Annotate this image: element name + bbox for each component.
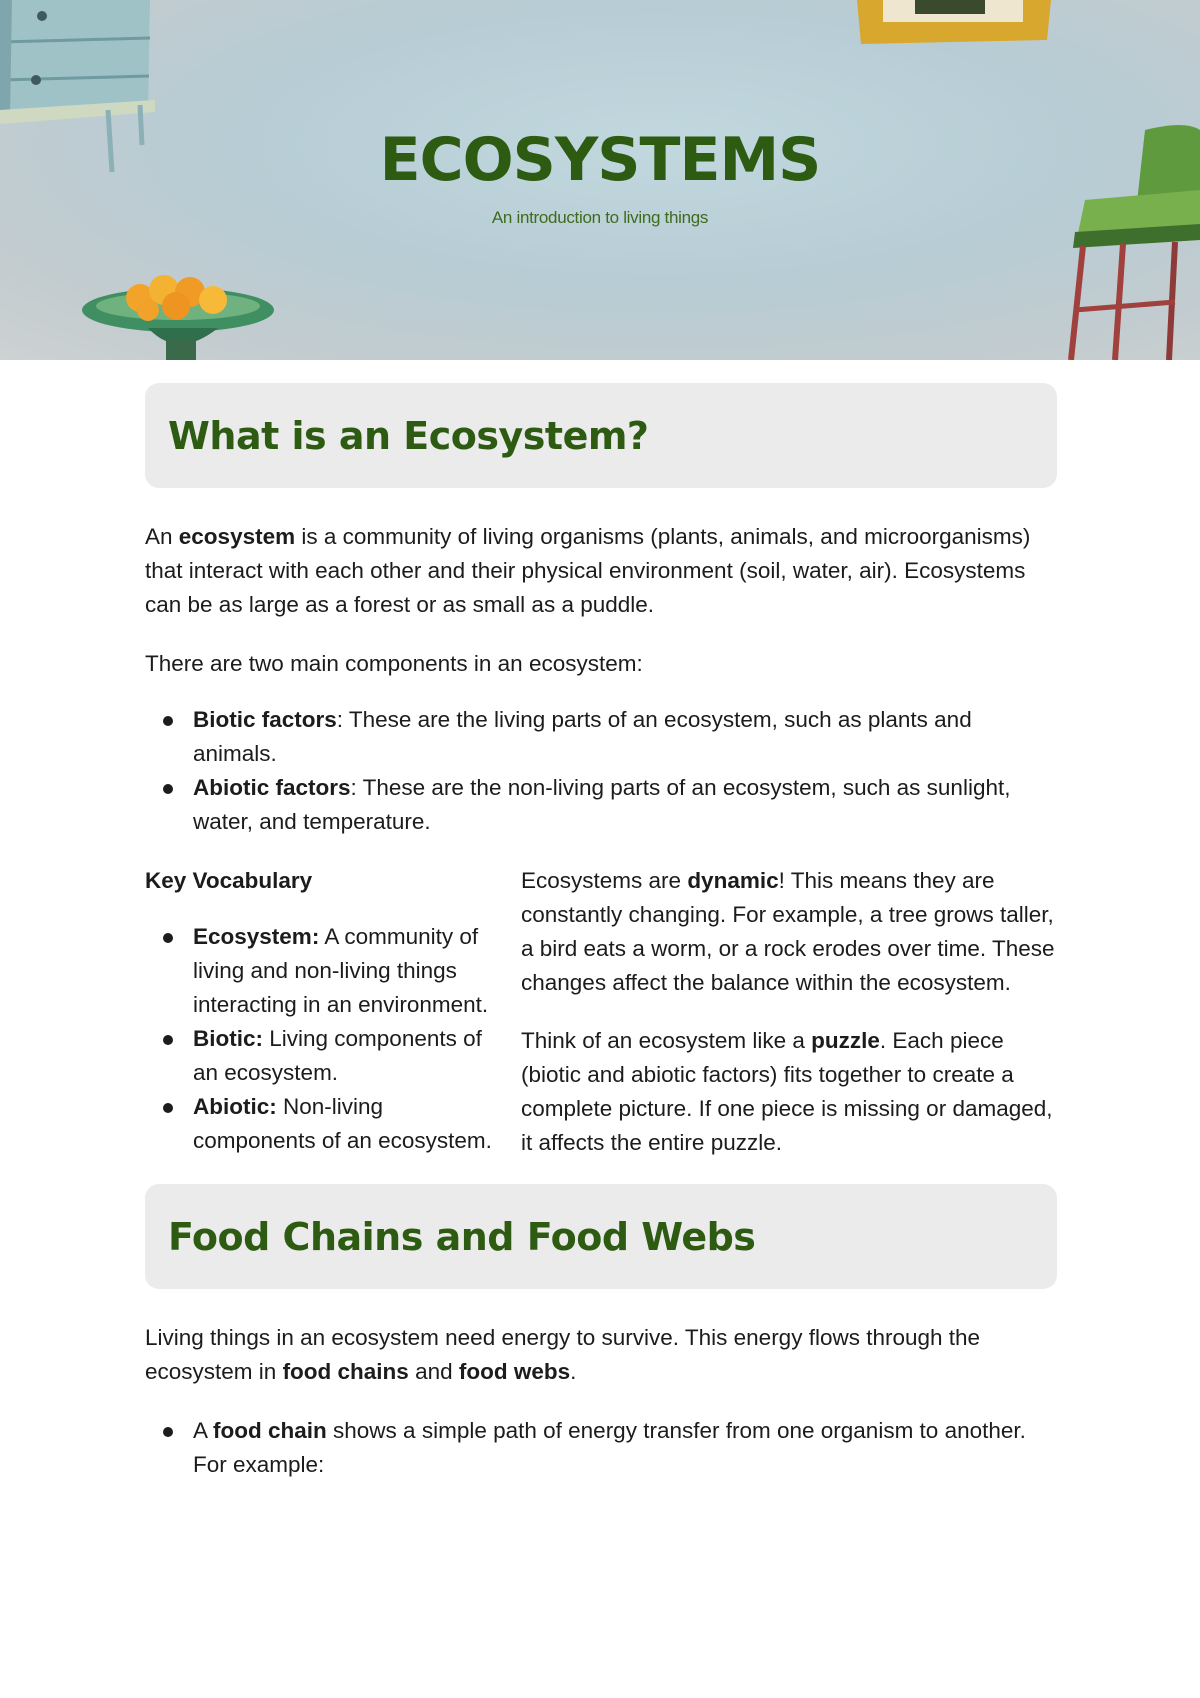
bold-term: food chain xyxy=(213,1418,327,1443)
bold-term: Abiotic factors xyxy=(193,775,351,800)
food-intro-paragraph xyxy=(145,1321,1057,1389)
list-item xyxy=(193,1022,505,1090)
text-run: A xyxy=(193,1418,214,1443)
list-item xyxy=(193,703,1057,771)
text-run: is a community of living organisms (plants, animals, and microorganisms) that interact with each other and their physical environment (soil, water, air). Ecosystems can be as large as a forest or as small as a puddle. xyxy=(145,524,1031,617)
text-run: Living components of an ecosystem. xyxy=(193,1026,482,1085)
vocabulary-column xyxy=(145,864,505,1160)
page-title: ECOSYSTEMS xyxy=(379,125,821,195)
main-content xyxy=(145,383,1057,1482)
section-heading-ecosystem: What is an Ecosystem? xyxy=(168,413,649,458)
explanation-column xyxy=(521,864,1057,1160)
text-run: . Each piece (biotic and abiotic factors) fits together to create a complete picture. If one piece is missing or damaged, it affects the entire puzzle. xyxy=(521,1028,1053,1155)
list-item xyxy=(193,1414,1057,1482)
text-run: An xyxy=(145,524,179,549)
text-run: . xyxy=(570,1359,577,1384)
list-item xyxy=(193,771,1057,839)
page-subtitle: An introduction to living things xyxy=(491,208,709,227)
components-intro: There are two main components in an ecosystem: xyxy=(145,651,643,676)
text-run: : These are the living parts of an ecosystem, such as plants and animals. xyxy=(193,707,972,766)
list-item xyxy=(193,920,505,1022)
vocabulary-list xyxy=(145,920,505,1158)
bold-term: ecosystem xyxy=(178,524,296,549)
bold-term: food chains xyxy=(282,1359,409,1384)
section-heading-box xyxy=(145,383,1057,488)
vocabulary-title: Key Vocabulary xyxy=(145,868,313,893)
components-list xyxy=(145,703,1057,839)
puzzle-paragraph xyxy=(521,1024,1057,1160)
picture-frame-illustration xyxy=(855,0,1055,50)
text-run: A community of living and non-living things interacting in an environment. xyxy=(193,924,489,1017)
bold-term: puzzle xyxy=(811,1028,880,1053)
text-run: : These are the non-living parts of an ecosystem, such as sunlight, water, and temperature. xyxy=(193,775,1011,834)
text-run: Ecosystems are xyxy=(521,868,688,893)
dynamic-paragraph xyxy=(521,864,1057,1000)
list-item xyxy=(193,1090,505,1158)
bold-term: Biotic: xyxy=(193,1026,263,1051)
fruit-bowl-illustration xyxy=(78,270,288,360)
bold-term: Ecosystem: xyxy=(193,924,320,949)
text-run: Living things in an ecosystem need energy to survive. This energy flows through the ecosystem in xyxy=(145,1325,981,1384)
intro-paragraph xyxy=(145,520,1057,622)
text-run: shows a simple path of energy transfer from one organism to another. For example: xyxy=(193,1418,1026,1477)
hero-banner xyxy=(0,0,1200,360)
text-run: Non-living components of an ecosystem. xyxy=(193,1094,492,1153)
bold-term: Biotic factors xyxy=(193,707,337,732)
bold-term: dynamic xyxy=(687,868,779,893)
two-column-block xyxy=(145,864,1057,1160)
section-heading-box xyxy=(145,1184,1057,1289)
section-heading-food-chains: Food Chains and Food Webs xyxy=(168,1214,756,1259)
bold-term: food webs xyxy=(458,1359,571,1384)
bold-term: Abiotic: xyxy=(193,1094,277,1119)
text-run: and xyxy=(408,1359,459,1384)
text-run: Think of an ecosystem like a xyxy=(521,1028,812,1053)
food-chain-list xyxy=(145,1414,1057,1482)
text-run: ! This means they are constantly changing. For example, a tree grows taller, a bird eats a worm, or a rock erodes over time. These changes affect the balance within the ecosystem. xyxy=(521,868,1055,995)
